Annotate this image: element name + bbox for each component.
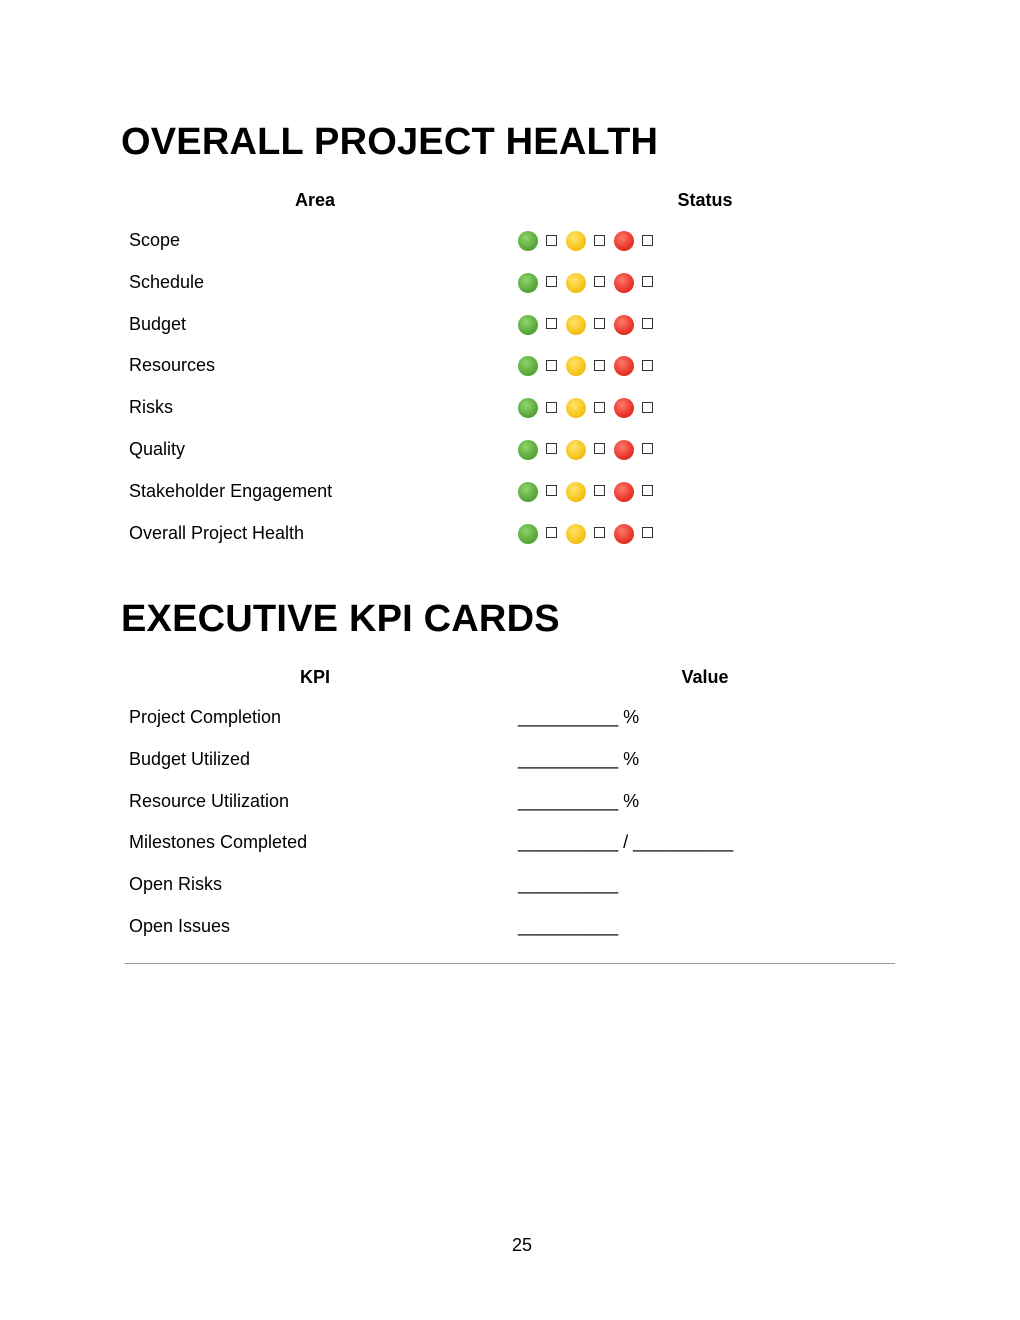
- status-options: [518, 270, 901, 294]
- red-circle-icon: [614, 524, 634, 544]
- status-options: [518, 521, 901, 545]
- green-status-checkbox[interactable]: [546, 485, 557, 496]
- table-row: [121, 705, 901, 747]
- green-circle-icon: [518, 398, 538, 418]
- kpi-name-cell: Open Risks: [129, 874, 223, 895]
- red-circle-icon: [614, 315, 634, 335]
- yellow-circle-icon: [566, 482, 586, 502]
- status-cell: [509, 521, 901, 545]
- green-status-checkbox[interactable]: [546, 527, 557, 538]
- red-circle-icon: [614, 398, 634, 418]
- column-header-value: Value: [681, 666, 729, 687]
- red-status-checkbox[interactable]: [642, 402, 653, 413]
- yellow-circle-icon: [566, 231, 586, 251]
- area-cell: Stakeholder Engagement: [129, 480, 333, 501]
- status-cell: [509, 479, 901, 503]
- green-circle-icon: [518, 315, 538, 335]
- status-cell: [509, 228, 901, 252]
- kpi-name-cell: Budget Utilized: [129, 748, 251, 769]
- table-row: [121, 872, 901, 914]
- red-status-checkbox[interactable]: [642, 443, 653, 454]
- horizontal-divider: [125, 963, 895, 964]
- yellow-status-checkbox[interactable]: [594, 485, 605, 496]
- status-cell: [509, 270, 901, 294]
- project-health-table: [121, 186, 901, 562]
- kpi-name-cell: Resource Utilization: [129, 790, 290, 811]
- page-number: 25: [511, 1235, 533, 1255]
- table-header: [121, 663, 901, 691]
- table-row: [121, 437, 901, 479]
- kpi-value-field[interactable]: __________ %: [518, 790, 640, 811]
- area-cell: Budget: [129, 313, 187, 334]
- status-options: [518, 312, 901, 336]
- table-row: [121, 521, 901, 563]
- table-header: [121, 186, 901, 214]
- kpi-table: [121, 663, 901, 956]
- green-circle-icon: [518, 482, 538, 502]
- yellow-status-checkbox[interactable]: [594, 360, 605, 371]
- table-row: [121, 830, 901, 872]
- red-circle-icon: [614, 440, 634, 460]
- yellow-circle-icon: [566, 315, 586, 335]
- status-options: [518, 479, 901, 503]
- table-row: [121, 270, 901, 312]
- kpi-name-cell: Open Issues: [129, 915, 231, 936]
- status-cell: [509, 395, 901, 419]
- table-body: [121, 705, 901, 956]
- table-row: [121, 479, 901, 521]
- column-header-kpi: KPI: [299, 666, 330, 687]
- table-row: [121, 228, 901, 270]
- red-status-checkbox[interactable]: [642, 276, 653, 287]
- area-cell: Schedule: [129, 271, 205, 292]
- yellow-circle-icon: [566, 273, 586, 293]
- table-row: [121, 353, 901, 395]
- green-circle-icon: [518, 273, 538, 293]
- green-circle-icon: [518, 524, 538, 544]
- kpi-value-field[interactable]: __________: [518, 874, 619, 895]
- yellow-status-checkbox[interactable]: [594, 402, 605, 413]
- yellow-status-checkbox[interactable]: [594, 527, 605, 538]
- yellow-status-checkbox[interactable]: [594, 276, 605, 287]
- kpi-name-cell: Project Completion: [129, 707, 282, 727]
- yellow-circle-icon: [566, 524, 586, 544]
- table-row: [121, 395, 901, 437]
- area-cell: Risks: [129, 397, 173, 418]
- area-cell: Overall Project Health: [129, 522, 305, 543]
- red-circle-icon: [614, 231, 634, 251]
- column-header-status: Status: [677, 189, 733, 210]
- status-cell: [509, 353, 901, 377]
- green-circle-icon: [518, 231, 538, 251]
- status-cell: [509, 312, 901, 336]
- yellow-status-checkbox[interactable]: [594, 235, 605, 246]
- green-status-checkbox[interactable]: [546, 360, 557, 371]
- green-status-checkbox[interactable]: [546, 443, 557, 454]
- status-options: [518, 395, 901, 419]
- column-header-area: Area: [294, 189, 336, 210]
- table-row: [121, 789, 901, 831]
- area-cell: Scope: [129, 230, 181, 250]
- red-circle-icon: [614, 273, 634, 293]
- red-status-checkbox[interactable]: [642, 318, 653, 329]
- table-row: [121, 312, 901, 354]
- yellow-circle-icon: [566, 398, 586, 418]
- red-status-checkbox[interactable]: [642, 485, 653, 496]
- status-options: [518, 353, 901, 377]
- table-body: [121, 228, 901, 562]
- status-options: [518, 437, 901, 461]
- section-title-overall-project-health: OVERALL PROJECT HEALTH: [121, 121, 659, 163]
- status-options: [518, 228, 901, 252]
- area-cell: Quality: [129, 438, 186, 459]
- area-cell: Resources: [129, 355, 216, 376]
- kpi-value-field[interactable]: __________: [518, 915, 619, 936]
- green-status-checkbox[interactable]: [546, 318, 557, 329]
- green-status-checkbox[interactable]: [546, 235, 557, 246]
- table-row: [121, 747, 901, 789]
- yellow-circle-icon: [566, 440, 586, 460]
- kpi-value-field[interactable]: __________ %: [518, 707, 640, 727]
- red-status-checkbox[interactable]: [642, 527, 653, 538]
- green-circle-icon: [518, 440, 538, 460]
- yellow-status-checkbox[interactable]: [594, 443, 605, 454]
- section-title-executive-kpi-cards: EXECUTIVE KPI CARDS: [121, 598, 560, 640]
- green-circle-icon: [518, 356, 538, 376]
- status-cell: [509, 437, 901, 461]
- green-status-checkbox[interactable]: [546, 276, 557, 287]
- kpi-name-cell: Milestones Completed: [129, 832, 308, 853]
- yellow-circle-icon: [566, 356, 586, 376]
- yellow-status-checkbox[interactable]: [594, 318, 605, 329]
- kpi-value-field[interactable]: __________ %: [518, 748, 640, 769]
- red-status-checkbox[interactable]: [642, 360, 653, 371]
- red-status-checkbox[interactable]: [642, 235, 653, 246]
- red-circle-icon: [614, 482, 634, 502]
- green-status-checkbox[interactable]: [546, 402, 557, 413]
- red-circle-icon: [614, 356, 634, 376]
- table-row: [121, 914, 901, 956]
- kpi-value-field[interactable]: __________ / __________: [518, 832, 734, 853]
